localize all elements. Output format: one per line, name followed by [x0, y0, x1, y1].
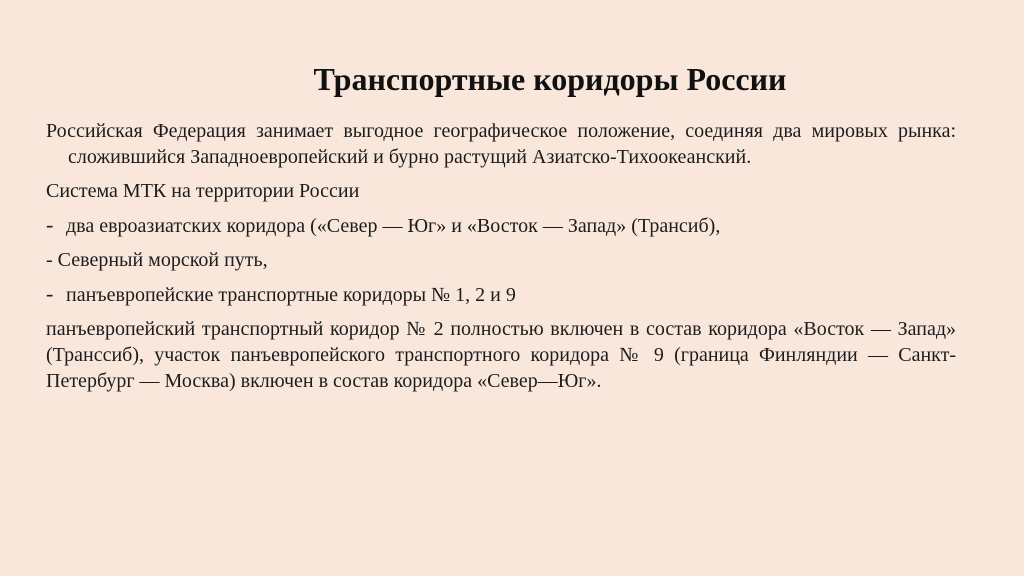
list-item-northern-sea-route: - Северный морской путь,: [46, 249, 268, 271]
closing-paragraph: панъевропейский транспортный коридор № 2 полностью включен в состав коридора «Восток — Запад» (Транссиб), участок панъевропейского транспортного коридора № 9 (граница Финляндии — Санкт- Петербург — Москва) включен в состав коридора «Север—Юг».: [46, 318, 956, 392]
list-dash-marker: -: [46, 281, 54, 306]
slide-title: Транспортные коридоры России: [313, 61, 787, 97]
list-item-paneuropean-corridors: [46, 281, 956, 308]
intro-paragraph: Российская Федерация занимает выгодное географическое положение, соединяя два мировых рынка: сложившийся Западноевропейский и бурно растущий Азиатско-Тихоокеанский.: [46, 120, 956, 168]
list-dash-marker: -: [46, 212, 54, 237]
list-item-text: два евроазиатских коридора («Север — Юг» и «Восток — Запад» (Трансиб),: [66, 215, 721, 237]
list-item-eurasian-corridors: [46, 212, 956, 239]
system-heading: Система МТК на территории России: [46, 180, 360, 202]
list-item-text: панъевропейские транспортные коридоры № 1, 2 и 9: [66, 284, 516, 306]
slide-body: [46, 118, 956, 394]
